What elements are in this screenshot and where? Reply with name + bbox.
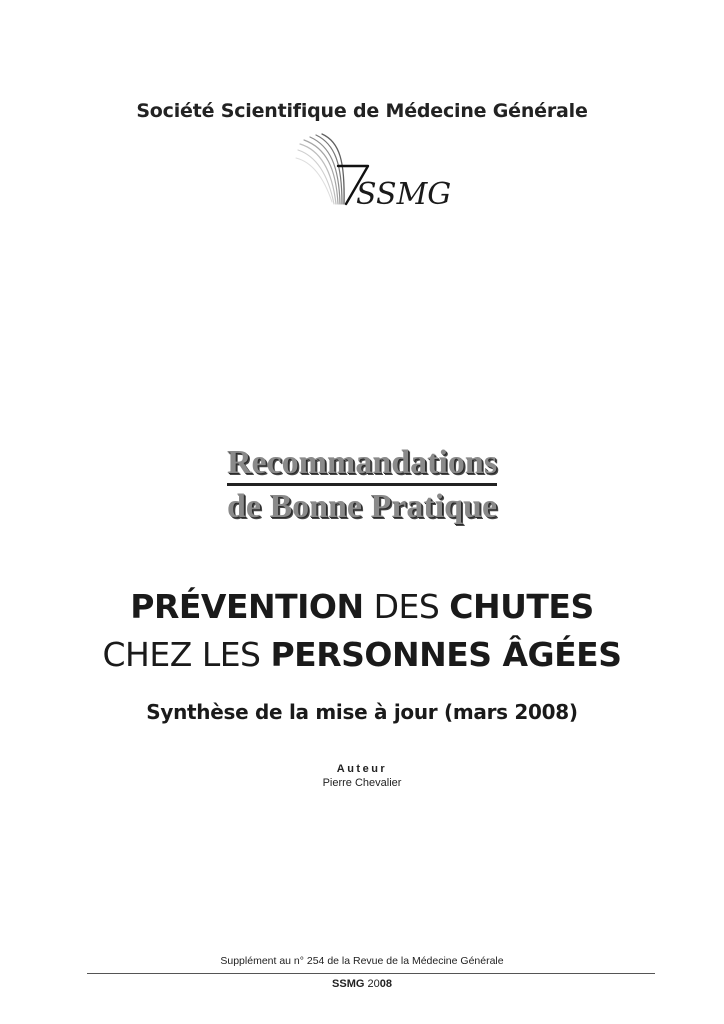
footer (0, 978, 724, 990)
document-title (0, 583, 724, 679)
title-word: DES (363, 587, 450, 626)
footer-divider (87, 973, 655, 974)
title-word: PERSONNES ÂGÉES (270, 635, 622, 674)
author-label: Auteur (336, 763, 388, 775)
title-word: PRÉVENTION (130, 587, 364, 626)
logo-text: SSMG (356, 177, 452, 212)
title-line-1 (0, 583, 724, 631)
supplement-note: Supplément au n° 254 de la Revue de la Médecine Générale (220, 955, 504, 967)
subtitle: Synthèse de la mise à jour (mars 2008) (146, 700, 578, 724)
title-word: CHEZ LES (102, 635, 271, 674)
ssmg-logo (290, 132, 480, 218)
series-line-1: Recommandations (227, 444, 497, 486)
title-word: CHUTES (449, 587, 594, 626)
footer-year-a: 20 (364, 978, 380, 990)
footer-brand: SSMG (332, 978, 365, 990)
author-name: Pierre Chevalier (322, 777, 402, 789)
series-line-2: de Bonne Pratique (226, 488, 498, 525)
title-line-2 (0, 631, 724, 679)
organization-name: Société Scientifique de Médecine Générale (136, 100, 588, 122)
footer-year-b: 08 (379, 978, 392, 990)
series-title (0, 444, 724, 526)
